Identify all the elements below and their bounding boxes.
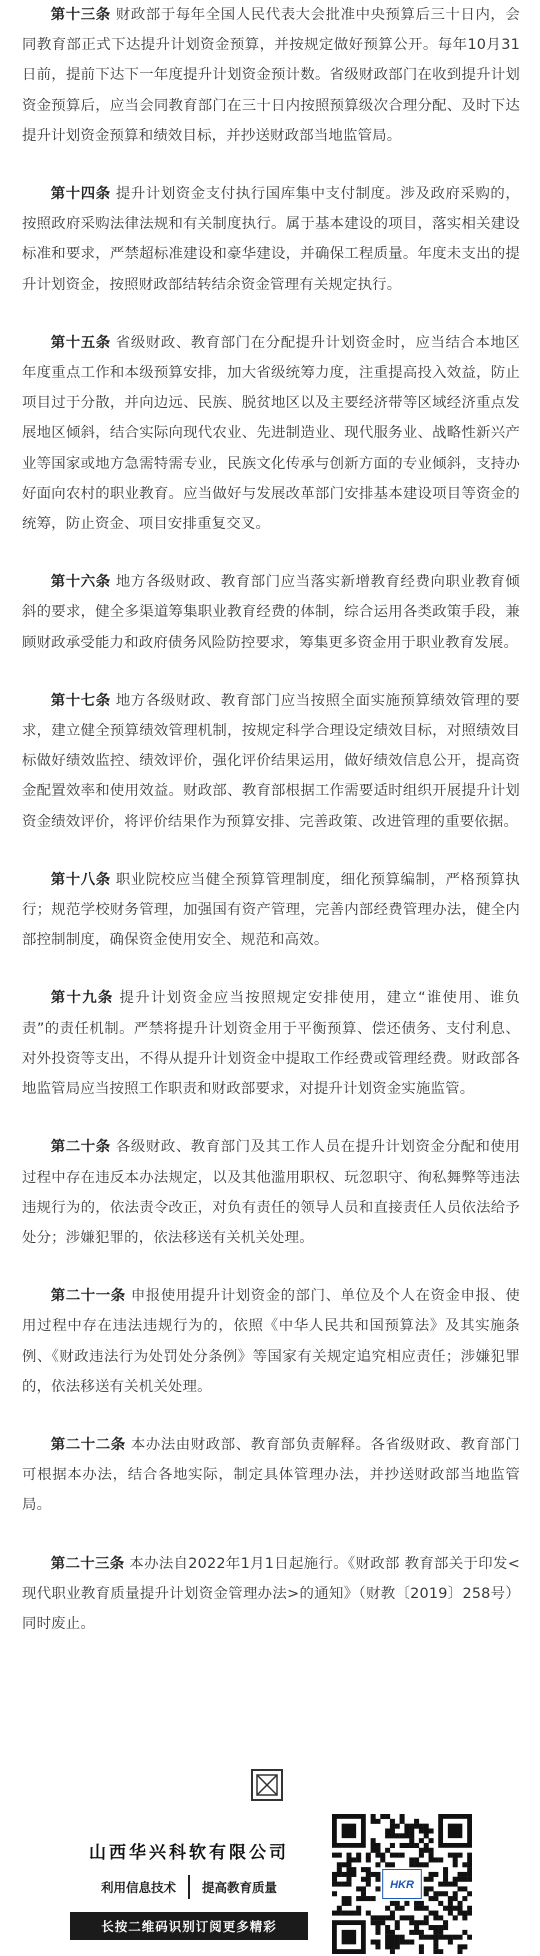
article-paragraph bbox=[22, 1430, 520, 1521]
article-text: 地方各级财政、教育部门应当按照全面实施预算绩效管理的要求，建立健全预算绩效管理机制，按规定科学合理设定绩效目标，对照绩效目标做好绩效监控、绩效评价，强化评价结果运用，做好绩效信息公开，提高资金配置效率和使用效益。财政部、教育部根据工作需要适时组织开展提升计划资金绩效评价，将评价结果作为预算安排、完善政策、改进管理的重要依据。 bbox=[22, 692, 520, 830]
slogan-row bbox=[70, 1874, 308, 1900]
article-number: 第二十二条 bbox=[50, 1436, 126, 1453]
article-number: 第二十一条 bbox=[50, 1288, 126, 1305]
article-paragraph bbox=[22, 1132, 520, 1253]
article-number: 第十三条 bbox=[50, 7, 111, 23]
article-paragraph bbox=[22, 865, 520, 956]
slogan-right: 提高教育质量 bbox=[202, 1880, 278, 1895]
article-text: 申报使用提升计划资金的部门、单位及个人在资金申报、使用过程中存在违法违规行为的，依照《中华人民共和国预算法》及其实施条例、《财政违法行为处罚处分条例》等国家有关规定追究相应责任；涉嫌犯罪的，依法移送有关机关处理。 bbox=[22, 1288, 520, 1395]
article-text: 各级财政、教育部门及其工作人员在提升计划资金分配和使用过程中存在违反本办法规定，以及其他滥用职权、玩忽职守、徇私舞弊等违法违规行为的，依法责令改正，对负有责任的领导人员和直接责任人员依法给予处分；涉嫌犯罪的，依法移送有关机关处理。 bbox=[22, 1139, 520, 1246]
article-number: 第十七条 bbox=[50, 692, 111, 709]
article-text: 地方各级财政、教育部门应当落实新增教育经费向职业教育倾斜的要求，健全多渠道筹集职业教育经费的体制，综合运用各类政策手段，兼顾财政承受能力和政府债务风险防控要求，筹集更多资金用于职业教育发展。 bbox=[22, 574, 520, 651]
footer bbox=[0, 1768, 540, 1956]
article-paragraph bbox=[22, 1281, 520, 1402]
article-paragraph bbox=[22, 0, 520, 151]
slogan-divider bbox=[188, 1875, 190, 1899]
article-number: 第十五条 bbox=[50, 334, 111, 351]
subscribe-banner: 长按二维码识别订阅更多精彩 bbox=[70, 1912, 308, 1940]
article-text: 本办法自2022年1月1日起施行。《财政部 教育部关于印发<现代职业教育质量提升计划资金管理办法>的通知》（财教〔2019〕258号）同时废止。 bbox=[22, 1555, 520, 1632]
company-name: 山西华兴科软有限公司 bbox=[89, 1843, 289, 1863]
article-paragraph bbox=[22, 567, 520, 658]
article-text: 提升计划资金应当按照规定安排使用，建立“谁使用、谁负责”的责任机制。严禁将提升计划资金用于平衡预算、偿还债务、支付利息、对外投资等支出，不得从提升计划资金中提取工作经费或管理经费。财政部各地监管局应当按照工作职责和财政部要求，对提升计划资金实施监管。 bbox=[22, 990, 520, 1098]
article-number: 第二十三条 bbox=[50, 1555, 125, 1572]
article-text: 提升计划资金支付执行国库集中支付制度。涉及政府采购的，按照政府采购法律法规和有关制度执行。属于基本建设的项目，落实相关建设标准和要求，严禁超标准建设和豪华建设，并确保工程质量。年度未支出的提升计划资金，按照财政部结转结余资金管理有关规定执行。 bbox=[22, 186, 520, 293]
article-paragraph bbox=[22, 179, 520, 300]
qr-center-logo: HKR bbox=[390, 1879, 414, 1891]
article-paragraph bbox=[22, 328, 520, 539]
article-text: 省级财政、教育部门在分配提升计划资金时，应当结合本地区年度重点工作和本级预算安排，加大省级统筹力度，注重提高投入效益，防止项目过于分散，并向边远、民族、脱贫地区以及主要经济带等区域经济重点发展地区倾斜，结合实际向现代农业、先进制造业、现代服务业、战略性新兴产业等国家或地方急需特需专业，民族文化传承与创新方面的专业倾斜，支持办好面向农村的职业教育。应当做好与发展改革部门安排基本建设项目等资金的统筹，防止资金、项目安排重复交叉。 bbox=[22, 334, 520, 533]
article-number: 第十六条 bbox=[50, 574, 111, 591]
article-paragraph bbox=[22, 983, 520, 1104]
slogan-left: 利用信息技术 bbox=[100, 1880, 176, 1895]
article-paragraph bbox=[22, 1549, 520, 1640]
article-number: 第十九条 bbox=[50, 990, 114, 1007]
article-paragraph bbox=[22, 686, 520, 837]
article-number: 第十八条 bbox=[50, 871, 111, 888]
article-body bbox=[22, 0, 520, 1667]
article-text: 职业院校应当健全预算管理制度，细化预算编制，严格预算执行；规范学校财务管理，加强国有资产管理，完善内部经费管理办法，健全内部控制制度，确保资金使用安全、规范和高效。 bbox=[22, 871, 520, 949]
article-text: 本办法由财政部、教育部负责解释。各省级财政、教育部门可根据本办法，结合各地实际，制定具体管理办法，并抄送财政部当地监管局。 bbox=[22, 1436, 520, 1514]
article-text: 财政部于每年全国人民代表大会批准中央预算后三十日内，会同教育部正式下达提升计划资金预算，并按规定做好预算公开。每年10月31日前，提前下达下一年度提升计划资金预计数。省级财政部门在收到提升计划资金预算后，应当会同教育部门在三十日内按照预算级次合理分配、及时下达提升计划资金预算和绩效目标，并抄送财政部当地监管局。 bbox=[22, 7, 520, 144]
article-number: 第十四条 bbox=[50, 186, 111, 203]
article-number: 第二十条 bbox=[50, 1139, 111, 1156]
qr-code-icon[interactable] bbox=[332, 1814, 472, 1954]
brand-logo-icon bbox=[250, 1768, 284, 1802]
